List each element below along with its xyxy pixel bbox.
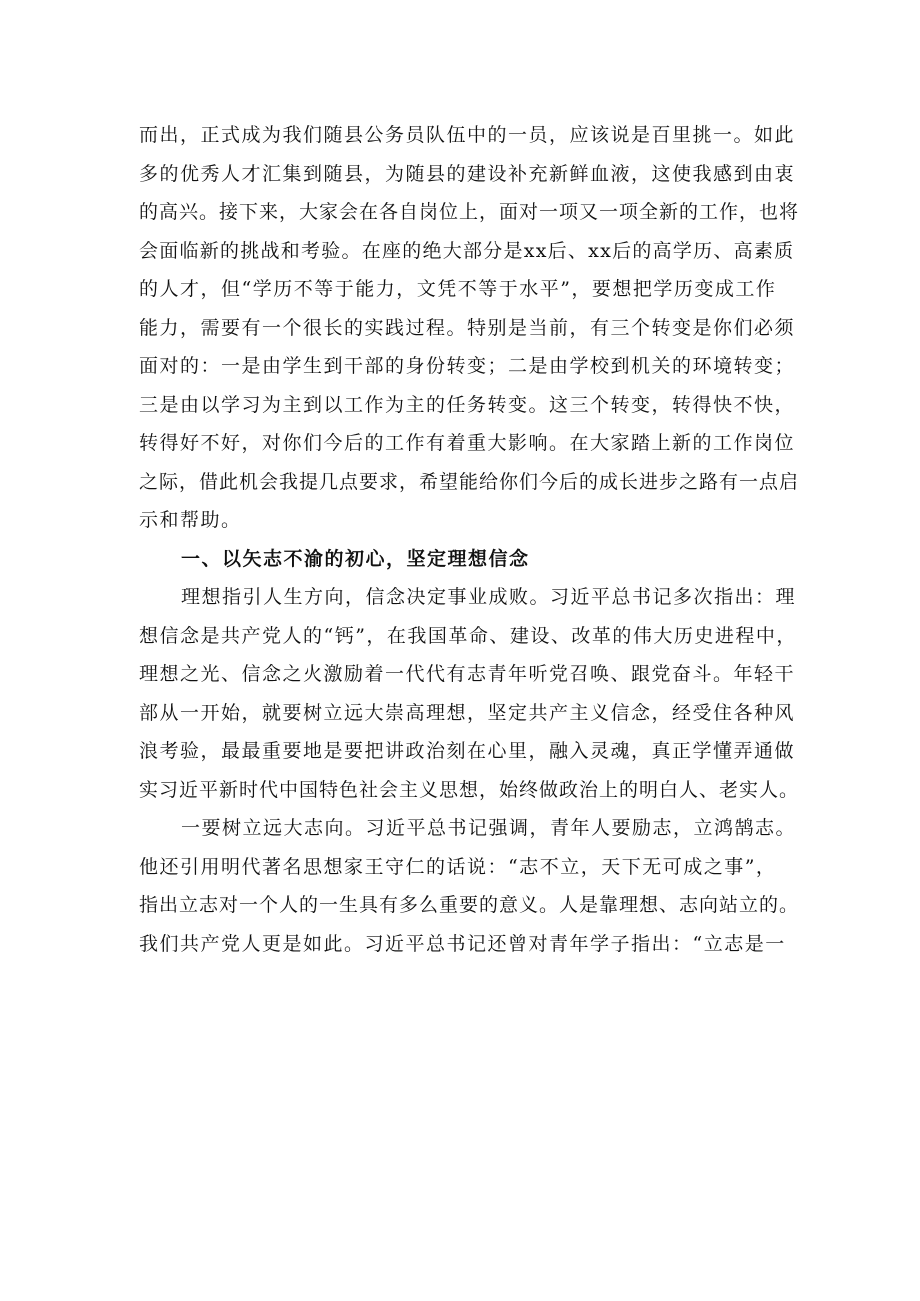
paragraph-ideals: [139, 578, 799, 809]
text-line: 面对的：一是由学生到干部的身份转变；二是由学校到机关的环境转变；: [139, 355, 796, 377]
document-body: [139, 116, 799, 963]
text-line: 理想之光、信念之火激励着一代代有志青年听党召唤、跟党奋斗。年轻干: [139, 663, 796, 685]
text-line: 示和帮助。: [139, 509, 242, 531]
text-line: 而出，正式成为我们随县公务员队伍中的一员，应该说是百里挑一。如此: [139, 124, 796, 146]
text-line: 指出立志对一个人的一生具有多么重要的意义。人是靠理想、志向站立的。: [139, 894, 800, 916]
text-line: 的高兴。接下来，大家会在各自岗位上，面对一项又一项全新的工作，也将: [139, 201, 800, 223]
text-line: 之际，借此机会我提几点要求，希望能给你们今后的成长进步之路有一点启: [139, 470, 800, 493]
section-heading: [139, 540, 799, 579]
text-line: 能力，需要有一个很长的实践过程。特别是当前，有三个转变是你们必须: [139, 316, 796, 339]
text-line: 我们共产党人更是如此。习近平总书记还曾对青年学子指出：“立志是一: [139, 932, 786, 955]
text-line: 浪考验，最最重要地是要把讲政治刻在心里，融入灵魂，真正学懂弄通做: [139, 740, 796, 762]
text-line: 他还引用明代著名思想家王守仁的话说：“志不立，天下无可成之事”，: [139, 855, 777, 878]
text-line: 会面临新的挑战和考验。在座的绝大部分是xx后、xx后的高学历、高素质: [139, 239, 795, 262]
text-line: 转得好不好，对你们今后的工作有着重大影响。在大家踏上新的工作岗位: [139, 432, 796, 454]
text-line: 想信念是共产党人的“钙”，在我国革命、建设、改革的伟大历史进程中，: [139, 624, 797, 647]
text-line: 理想指引人生方向，信念决定事业成败。习近平总书记多次指出：理: [181, 586, 797, 608]
text-line: 的人才，但“学历不等于能力，文凭不等于水平”，要想把学历变成工作: [139, 278, 777, 300]
paragraph-aspiration: [139, 809, 799, 963]
heading-line: 一、以矢志不渝的初心，坚定理想信念: [181, 547, 530, 570]
paragraph-continuation: [139, 116, 799, 540]
text-line: 多的优秀人才汇集到随县，为随县的建设补充新鲜血液，这使我感到由衷: [139, 162, 796, 185]
text-line: 一要树立远大志向。习近平总书记强调，青年人要励志，立鸿鹄志。: [181, 817, 797, 839]
text-line: 部从一开始，就要树立远大崇高理想，坚定共产主义信念，经受住各种风: [139, 701, 796, 724]
text-line: 三是由以学习为主到以工作为主的任务转变。这三个转变，转得快不快，: [139, 393, 796, 416]
text-line: 实习近平新时代中国特色社会主义思想，始终做政治上的明白人、老实人。: [139, 778, 800, 801]
